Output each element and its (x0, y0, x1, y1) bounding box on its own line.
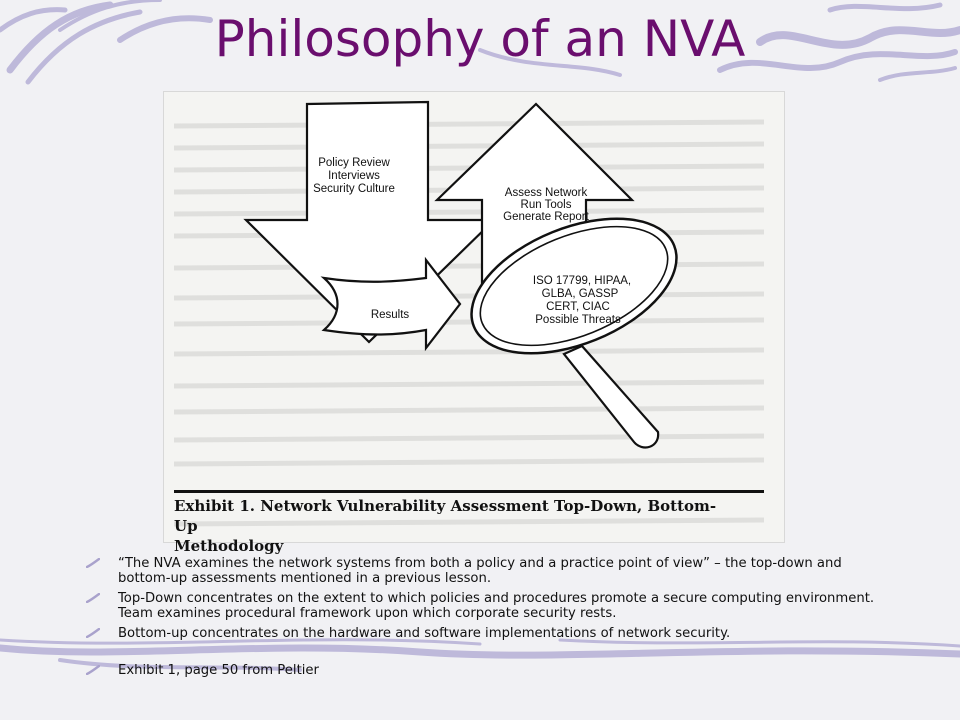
feather-bullet-icon (86, 593, 100, 603)
feather-bullet-icon (86, 558, 100, 568)
bullet-list (86, 556, 876, 683)
lens-label-4: Possible Threats (535, 314, 621, 326)
lens-label-3: CERT, CIAC (546, 301, 610, 313)
feather-bullet-icon (86, 665, 100, 675)
up-arrow-label-3: Generate Report (503, 211, 589, 223)
bullet-text: Bottom-up concentrates on the hardware and software implementations of network security. (118, 626, 731, 641)
bullet-item (86, 556, 876, 586)
caption-line-1: Exhibit 1. Network Vulnerability Assessment Top-Down, Bottom-Up (174, 497, 717, 535)
up-arrow-label-1: Assess Network (504, 187, 588, 199)
exhibit-caption (174, 496, 734, 556)
bullet-item (86, 663, 876, 678)
top-arrow-label-2: Interviews (328, 170, 380, 182)
up-arrow-label-2: Run Tools (520, 199, 572, 211)
slide-title: Philosophy of an NVA (214, 10, 746, 68)
bullet-item (86, 591, 876, 621)
bullet-text: Top-Down concentrates on the extent to which policies and procedures promote a secure computing environment. Team examines procedural framework upon which corporate security rests. (118, 591, 875, 621)
top-arrow-label-1: Policy Review (318, 157, 390, 169)
bullet-item (86, 626, 876, 641)
caption-line-2: Methodology (174, 537, 284, 555)
lens-label-1: ISO 17799, HIPAA, (532, 275, 632, 287)
lens-label-2: GLBA, GASSP (541, 288, 619, 300)
caption-rule (174, 490, 764, 493)
results-label: Results (370, 309, 410, 321)
exhibit-figure (164, 92, 784, 555)
bullet-text: “The NVA examines the network systems from both a policy and a practice point of view” – the top-down and bottom-up assessments mentioned in a previous lesson. (118, 556, 842, 586)
top-arrow-label-3: Security Culture (313, 183, 395, 195)
methodology-diagram (164, 92, 784, 542)
feather-bullet-icon (86, 628, 100, 638)
bullet-text: Exhibit 1, page 50 from Peltier (118, 663, 319, 678)
